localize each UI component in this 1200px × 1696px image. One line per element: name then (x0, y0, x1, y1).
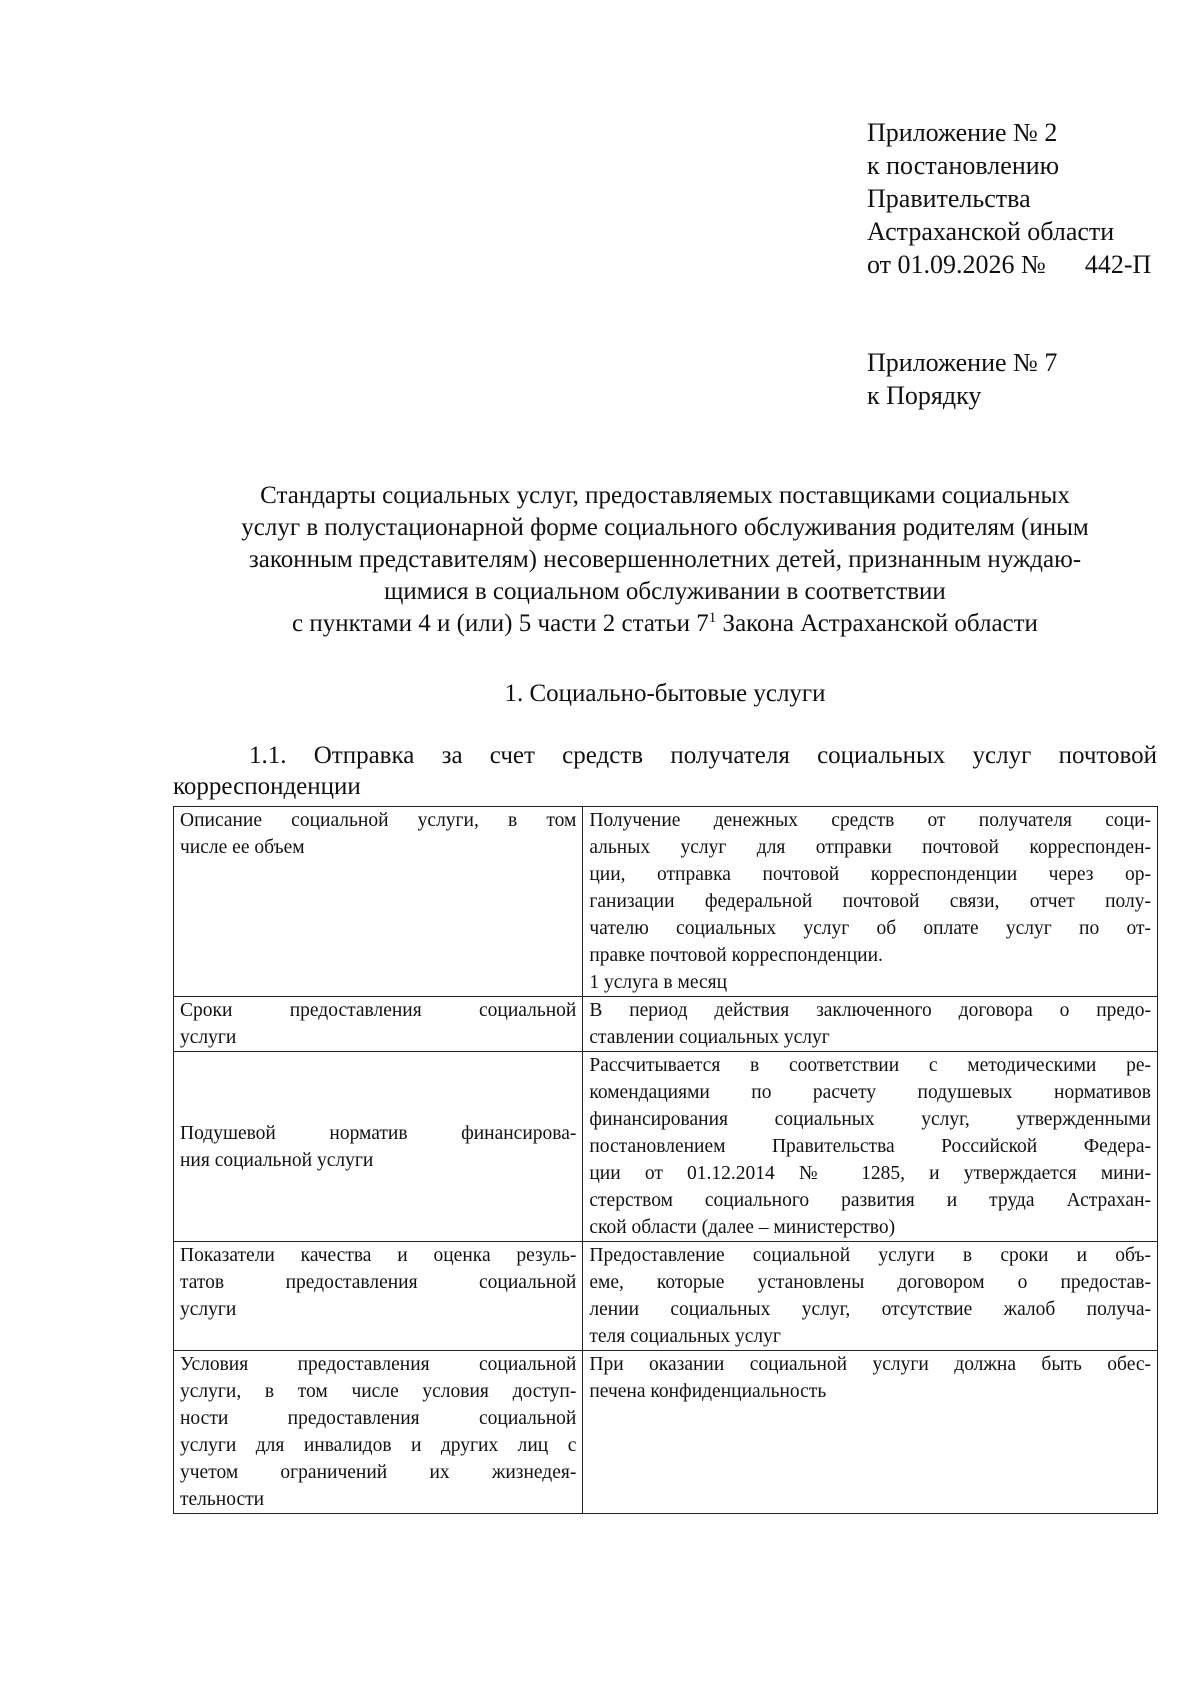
cell-line: В период действия заключенного договора о предо- (589, 1000, 1151, 1021)
table-cell-value (583, 807, 1158, 997)
cell-line: правке почтовой корреспонденции. (589, 945, 883, 966)
cell-line: ской области (далее – министерство) (589, 1217, 896, 1238)
cell-line: печена конфиденциальность (589, 1381, 827, 1402)
cell-line: комендациями по расчету подушевых нормативов (589, 1082, 1151, 1103)
cell-line: числе ее объем (180, 837, 305, 858)
cell-line: тельности (180, 1489, 265, 1510)
cell-line: лении социальных услуг, отсутствие жалоб получа- (589, 1299, 1151, 1320)
subsection-line: корреспонденции (173, 773, 361, 800)
cell-line: Условия предоставления социальной (180, 1354, 577, 1375)
service-standard-table (173, 806, 1158, 1514)
cell-line: ности предоставления социальной (180, 1408, 577, 1429)
cell-line: Предоставление социальной услуги в сроки и объ- (589, 1245, 1151, 1266)
cell-line: услуги, в том числе условия доступ- (180, 1381, 577, 1402)
table-cell-value (583, 997, 1158, 1052)
appendix-line: Приложение № 7 (867, 348, 1058, 377)
table-row (174, 1052, 1158, 1242)
cell-line: услуги (180, 1299, 237, 1320)
cell-line: татов предоставления социальной (180, 1272, 577, 1293)
title-text: с пунктами 4 и (или) 5 части 2 статьи 7 (292, 610, 709, 637)
table-cell-label (174, 1052, 583, 1242)
cell-line: еме, которые установлены договором о предостав- (589, 1272, 1151, 1293)
cell-line: Подушевой норматив финансирова- (180, 1122, 577, 1144)
cell-line: ния социальной услуги (180, 1149, 374, 1171)
cell-line: чателю социальных услуг об оплате услуг по от- (589, 918, 1151, 939)
cell-line: При оказании социальной услуги должна быть обес- (589, 1354, 1151, 1375)
cell-line: ганизации федеральной почтовой связи, отчет полу- (589, 891, 1151, 912)
table-cell-label (174, 1351, 583, 1514)
title-line: услуг в полустационарной форме социального обслуживания родителям (иным (241, 514, 1089, 541)
title-line: щимися в социальном обслуживании в соответствии (384, 578, 946, 605)
document-title (170, 480, 1160, 640)
appendix-line: к постановлению (867, 151, 1060, 180)
table-row (174, 1351, 1158, 1514)
cell-line: Рассчитывается в соответствии с методическими ре- (589, 1055, 1151, 1076)
table-cell-value (583, 1351, 1158, 1514)
cell-line: финансирования социальных услуг, утвержденными (589, 1109, 1151, 1130)
superscript: 1 (708, 610, 717, 626)
cell-line: Описание социальной услуги, в том (180, 810, 577, 831)
cell-line: ставлении социальных услуг (589, 1027, 830, 1048)
table-row (174, 1242, 1158, 1351)
cell-line: Показатели качества и оценка резуль- (180, 1245, 577, 1266)
appendix-line: Приложение № 2 (867, 118, 1058, 147)
subsection-line: 1.1. Отправка за счет средств получателя социальных услуг почтовой (249, 742, 1157, 769)
cell-line: учетом ограничений их жизнедея- (180, 1462, 577, 1483)
subsection-heading (173, 740, 1157, 802)
cell-line: услуги (180, 1027, 237, 1048)
title-line: Стандарты социальных услуг, предоставляемых поставщиками социальных (260, 482, 1070, 509)
cell-line: Получение денежных средств от получателя соци- (589, 810, 1151, 831)
table-cell-label (174, 807, 583, 997)
appendix-line: Астраханской области (867, 217, 1115, 246)
cell-line: постановлением Правительства Российской Федера- (589, 1136, 1151, 1157)
cell-line: услуги для инвалидов и других лиц с (180, 1435, 577, 1456)
table-cell-label (174, 1242, 583, 1351)
table-cell-value (583, 1052, 1158, 1242)
table-row (174, 997, 1158, 1052)
table-cell-value (583, 1242, 1158, 1351)
cell-line: теля социальных услуг (589, 1326, 781, 1347)
cell-line: Сроки предоставления социальной (180, 1000, 577, 1021)
appendix-line: от 01.09.2026 № 442-П (867, 250, 1152, 279)
cell-line: ции от 01.12.2014 № 1285, и утверждается мини- (589, 1163, 1151, 1184)
cell-line: стерством социального развития и труда Астрахан- (589, 1190, 1151, 1211)
cell-line: 1 услуга в месяц (589, 972, 728, 993)
cell-line: ции, отправка почтовой корреспонденции через ор- (589, 864, 1151, 885)
appendix-line: к Порядку (867, 381, 982, 410)
appendix-line: Правительства (867, 184, 1031, 213)
table-cell-label (174, 997, 583, 1052)
title-line (170, 608, 1160, 640)
title-line: законным представителям) несовершеннолетних детей, признанным нуждаю- (248, 546, 1082, 573)
section-title: 1. Социально-бытовые услуги (504, 680, 826, 707)
appendix-header-order (867, 346, 1057, 412)
title-text: Закона Астраханской области (716, 610, 1038, 637)
appendix-header-resolution (867, 116, 1151, 281)
cell-line: альных услуг для отправки почтовой корреспонден- (589, 837, 1151, 858)
table-row (174, 807, 1158, 997)
